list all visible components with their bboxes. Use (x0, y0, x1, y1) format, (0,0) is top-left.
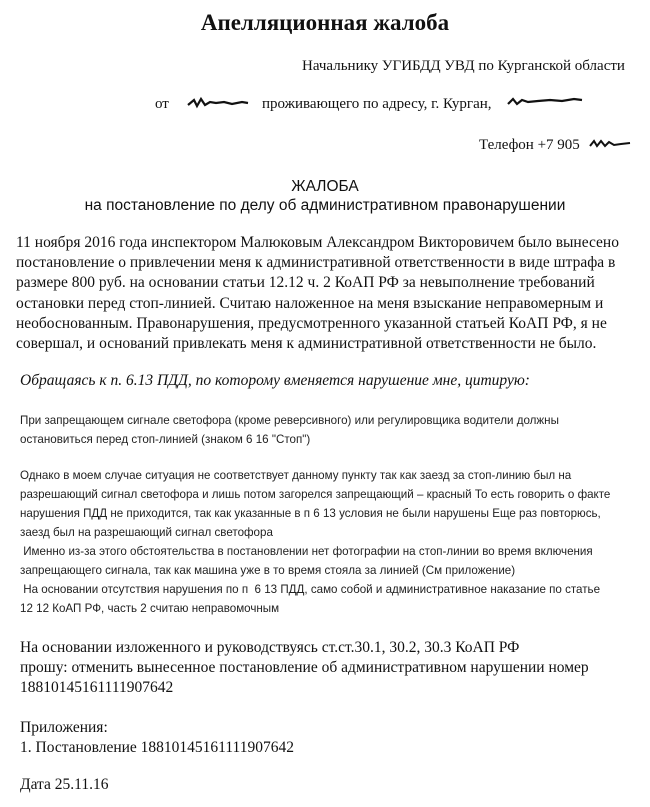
quote-line: остановиться перед стоп-линией (знаком 6 16 "Стоп") (20, 433, 311, 446)
complaint-subheading: на постановление по делу об административном правонарушении (84, 197, 566, 214)
paragraph-line: необоснованным. Правонарушения, предусмотренного указанной статьей КоАП РФ, я не (16, 314, 607, 332)
paragraph-line: совершал, и оснований привлекать меня к административной ответственности не было. (16, 335, 597, 353)
redacted-address-mark (506, 94, 584, 108)
complaint-heading: ЖАЛОБА (291, 178, 359, 195)
attachments-block (20, 718, 294, 758)
traffic-rule-quote (20, 411, 559, 449)
redacted-phone-mark (588, 137, 632, 151)
recipient-line: Начальнику УГИБДД УВД по Курганской области (302, 58, 625, 74)
attachment-item: 1. Постановление 18810145161111907642 (20, 738, 294, 756)
citation-intro: Обращаясь к п. 6.13 ПДД, по которому вменяется нарушение мне, цитирую: (20, 372, 530, 389)
paragraph-line: 11 ноября 2016 года инспектором Малюковым Александром Викторовичем было вынесено (16, 234, 619, 251)
explanation-line: разрешающий сигнал светофора и лишь потом загорелся запрещающий – красный То есть говорить о факте (20, 488, 611, 501)
explanation-block (20, 466, 610, 618)
explanation-line: На основании отсутствия нарушения по п 6 13 ПДД, само собой и административное наказание по статье (20, 583, 601, 596)
explanation-line: 12 12 КоАП РФ, часть 2 считаю неправомочным (20, 602, 280, 615)
explanation-line: Именно из-за этого обстоятельства в постановлении нет фотографии на стоп-линии во время включения (20, 545, 593, 558)
attachments-heading: Приложения: (20, 719, 108, 736)
paragraph-line: постановление о привлечении меня к административной ответственности в виде штрафа в (16, 254, 616, 272)
main-paragraph (16, 233, 619, 354)
redacted-name-mark (186, 96, 250, 110)
document-title: Апелляционная жалоба (200, 10, 450, 35)
paragraph-line: размере 800 руб. на основании статьи 12.12 ч. 2 КоАП РФ за невыполнение требований (16, 274, 595, 292)
paragraph-line: остановки перед стоп-линией. Считаю наложенное на меня взыскание неправомерным и (16, 294, 604, 312)
explanation-line: Однако в моем случае ситуация не соответствует данному пункту так как заезд за стоп-линию был на (20, 469, 572, 482)
request-line: На основании изложенного и руководствуясь ст.ст.30.1, 30.2, 30.3 КоАП РФ (20, 639, 520, 656)
document-date: Дата 25.11.16 (20, 776, 109, 793)
explanation-line: нарушения ПДД не приходится, так как указанные в п 6 13 условия не были нарушены Еще раз повторюсь, (20, 507, 601, 520)
explanation-line: заезд был на разрешающий сигнал светофора (20, 526, 273, 539)
quote-line: При запрещающем сигнале светофора (кроме реверсивного) или регулировщика водители должны (20, 414, 559, 427)
request-block (20, 638, 589, 697)
request-line: 18810145161111907642 (20, 678, 174, 696)
phone-line: Телефон +7 905 (479, 137, 580, 153)
explanation-line: запрещающего сигнала, так как машина уже в то время стояла за линией (См приложение) (20, 564, 516, 577)
request-line: прошу: отменить вынесенное постановление об административном нарушении номер (20, 658, 589, 676)
from-label: от (155, 96, 169, 112)
residence-line: проживающего по адресу, г. Курган, (262, 96, 492, 112)
